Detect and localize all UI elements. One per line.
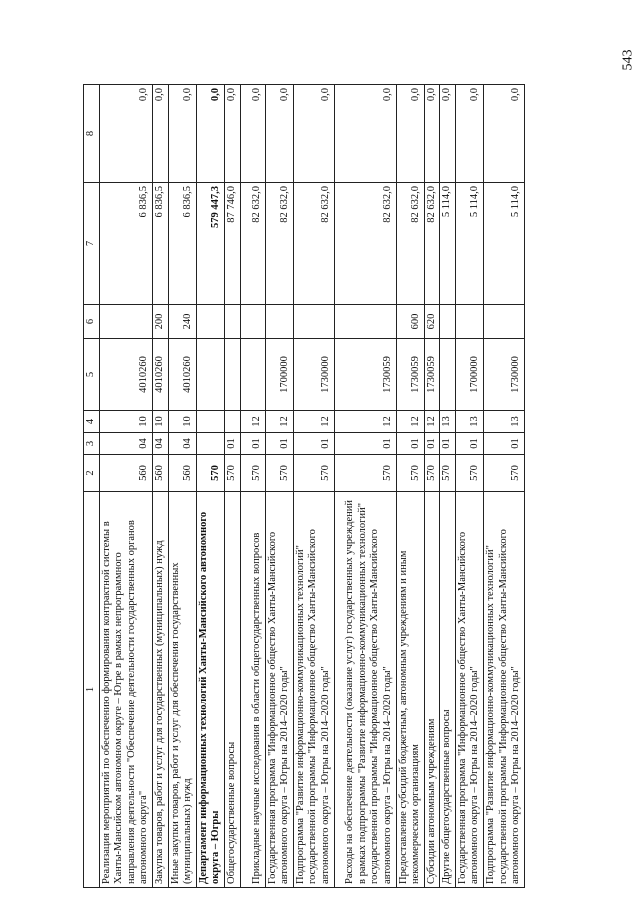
code-csr-cell: 1730059 (334, 339, 396, 411)
amount-cell: 82 632,0 (240, 183, 265, 305)
code-rz-cell: 01 (240, 433, 265, 455)
code-ved-cell: 560 (152, 455, 168, 492)
code-pr-cell: 12 (265, 411, 293, 433)
code-rz-cell: 01 (484, 433, 525, 455)
table-row (455, 85, 483, 888)
amount-extra-cell: 0,0 (293, 85, 334, 183)
amount-cell: 82 632,0 (396, 183, 424, 305)
code-rz-cell (196, 433, 224, 455)
code-ved-cell: 560 (168, 455, 196, 492)
code-csr-cell: 1730000 (484, 339, 525, 411)
amount-extra-cell: 0,0 (196, 85, 224, 183)
amount-cell: 82 632,0 (265, 183, 293, 305)
code-csr-cell: 1730059 (396, 339, 424, 411)
table-row (152, 85, 168, 888)
code-pr-cell: 13 (455, 411, 483, 433)
code-csr-cell: 4010260 (99, 339, 152, 411)
column-header: 4 (84, 411, 100, 433)
amount-extra-cell: 0,0 (396, 85, 424, 183)
code-csr-cell (224, 339, 240, 411)
code-rz-cell: 01 (440, 433, 456, 455)
code-rz-cell: 04 (152, 433, 168, 455)
code-rz-cell: 01 (424, 433, 440, 455)
code-ved-cell: 570 (196, 455, 224, 492)
code-ved-cell: 570 (265, 455, 293, 492)
page-number: 543 (620, 49, 636, 71)
column-header: 6 (84, 305, 100, 339)
code-rz-cell: 01 (455, 433, 483, 455)
code-csr-cell (240, 339, 265, 411)
column-header: 8 (84, 85, 100, 183)
row-name-cell: Прикладные научные исследования в области общегосударственных вопросов (240, 492, 265, 888)
amount-extra-cell: 0,0 (334, 85, 396, 183)
column-header: 1 (84, 492, 100, 888)
code-pr-cell: 13 (440, 411, 456, 433)
table-row (484, 85, 525, 888)
row-name-cell: Департамент информационных технологий Ханты-Мансийского автономного округа – Югры (196, 492, 224, 888)
table-row (293, 85, 334, 888)
code-csr-cell: 4010260 (168, 339, 196, 411)
table-row (168, 85, 196, 888)
amount-extra-cell: 0,0 (440, 85, 456, 183)
table-body (99, 85, 524, 888)
code-ved-cell: 570 (455, 455, 483, 492)
code-vr-cell (240, 305, 265, 339)
code-vr-cell (484, 305, 525, 339)
code-vr-cell (440, 305, 456, 339)
amount-cell: 6 836,5 (168, 183, 196, 305)
code-rz-cell: 01 (334, 433, 396, 455)
column-header: 5 (84, 339, 100, 411)
column-header: 2 (84, 455, 100, 492)
amount-extra-cell: 0,0 (99, 85, 152, 183)
row-name-cell: Расходы на обеспечение деятельности (оказание услуг) государственных учреждений в рамках подпрограммы "Развитие информационно-коммуникационных технологий" государственной программы "Информационное общество Ханты-Мансийского автономного округа – Югры на 2014–2020 годы" (334, 492, 396, 888)
amount-extra-cell: 0,0 (484, 85, 525, 183)
code-csr-cell: 1700000 (455, 339, 483, 411)
code-rz-cell: 04 (168, 433, 196, 455)
code-ved-cell: 570 (396, 455, 424, 492)
code-pr-cell: 12 (396, 411, 424, 433)
amount-cell: 82 632,0 (424, 183, 440, 305)
code-vr-cell (265, 305, 293, 339)
row-name-cell: Общегосударственные вопросы (224, 492, 240, 888)
table-row (265, 85, 293, 888)
amount-extra-cell: 0,0 (265, 85, 293, 183)
amount-extra-cell: 0,0 (455, 85, 483, 183)
amount-extra-cell: 0,0 (168, 85, 196, 183)
amount-cell: 5 114,0 (484, 183, 525, 305)
code-pr-cell: 12 (334, 411, 396, 433)
row-name-cell: Подпрограмма "Развитие информационно-коммуникационных технологий" государственной программы "Информационное общество Ханты-Мансийского автономного округа – Югры на 2014–2020 годы" (484, 492, 525, 888)
code-pr-cell: 10 (152, 411, 168, 433)
table-row (440, 85, 456, 888)
amount-cell: 6 836,5 (152, 183, 168, 305)
code-pr-cell (224, 411, 240, 433)
budget-table-rotated (83, 85, 604, 888)
amount-extra-cell: 0,0 (224, 85, 240, 183)
row-name-cell: Государственная программа "Информационное общество Ханты-Мансийского автономного округа – Югры на 2014–2020 годы" (265, 492, 293, 888)
row-name-cell: Закупка товаров, работ и услуг для государственных (муниципальных) нужд (152, 492, 168, 888)
code-vr-cell (224, 305, 240, 339)
table-row (424, 85, 440, 888)
code-vr-cell (99, 305, 152, 339)
row-name-cell: Другие общегосударственные вопросы (440, 492, 456, 888)
code-pr-cell: 12 (424, 411, 440, 433)
code-vr-cell: 600 (396, 305, 424, 339)
code-vr-cell: 620 (424, 305, 440, 339)
code-csr-cell: 1700000 (265, 339, 293, 411)
code-ved-cell: 570 (334, 455, 396, 492)
table-row (99, 85, 152, 888)
code-ved-cell: 570 (484, 455, 525, 492)
code-vr-cell: 240 (168, 305, 196, 339)
code-ved-cell: 570 (424, 455, 440, 492)
code-ved-cell: 570 (224, 455, 240, 492)
row-name-cell: Предоставление субсидий бюджетным, автономным учреждениям и иным некоммерческим организациям (396, 492, 424, 888)
code-rz-cell: 01 (396, 433, 424, 455)
table-row (196, 85, 224, 888)
amount-cell: 5 114,0 (440, 183, 456, 305)
header-row (84, 85, 100, 888)
code-csr-cell: 4010260 (152, 339, 168, 411)
amount-extra-cell: 0,0 (152, 85, 168, 183)
amount-cell: 82 632,0 (334, 183, 396, 305)
code-rz-cell: 01 (265, 433, 293, 455)
code-csr-cell (440, 339, 456, 411)
amount-cell: 82 632,0 (293, 183, 334, 305)
column-header: 7 (84, 183, 100, 305)
code-ved-cell: 570 (240, 455, 265, 492)
code-ved-cell: 560 (99, 455, 152, 492)
amount-extra-cell: 0,0 (240, 85, 265, 183)
code-ved-cell: 570 (293, 455, 334, 492)
amount-cell: 87 746,0 (224, 183, 240, 305)
code-vr-cell (455, 305, 483, 339)
code-pr-cell: 10 (168, 411, 196, 433)
row-name-cell: Реализация мероприятий по обеспечению формирования контрактной системы в Ханты-Мансийском автономном округе – Югре в рамках непрограммного направления деятельности "Обеспечение деятельности государственных органов автономного округа" (99, 492, 152, 888)
row-name-cell: Иные закупки товаров, работ и услуг для обеспечения государственных (муниципальных) нужд (168, 492, 196, 888)
code-pr-cell: 12 (293, 411, 334, 433)
code-vr-cell: 200 (152, 305, 168, 339)
code-rz-cell: 04 (99, 433, 152, 455)
row-name-cell: Государственная программа "Информационное общество Ханты-Мансийского автономного округа – Югры на 2014–2020 годы" (455, 492, 483, 888)
table-row (334, 85, 396, 888)
code-pr-cell: 12 (240, 411, 265, 433)
code-ved-cell: 570 (440, 455, 456, 492)
row-name-cell: Подпрограмма "Развитие информационно-коммуникационных технологий" государственной программы "Информационное общество Ханты-Мансийского автономного округа – Югры на 2014–2020 годы" (293, 492, 334, 888)
code-rz-cell: 01 (224, 433, 240, 455)
code-rz-cell: 01 (293, 433, 334, 455)
table-row (240, 85, 265, 888)
table-row (396, 85, 424, 888)
code-pr-cell: 10 (99, 411, 152, 433)
code-csr-cell (196, 339, 224, 411)
code-vr-cell (196, 305, 224, 339)
table-row (224, 85, 240, 888)
code-vr-cell (293, 305, 334, 339)
row-name-cell: Субсидии автономным учреждениям (424, 492, 440, 888)
column-header: 3 (84, 433, 100, 455)
code-csr-cell: 1730059 (424, 339, 440, 411)
code-vr-cell (334, 305, 396, 339)
amount-extra-cell: 0,0 (424, 85, 440, 183)
code-pr-cell: 13 (484, 411, 525, 433)
amount-cell: 5 114,0 (455, 183, 483, 305)
amount-cell: 6 836,5 (99, 183, 152, 305)
budget-table (83, 84, 525, 888)
amount-cell: 579 447,3 (196, 183, 224, 305)
code-pr-cell (196, 411, 224, 433)
code-csr-cell: 1730000 (293, 339, 334, 411)
